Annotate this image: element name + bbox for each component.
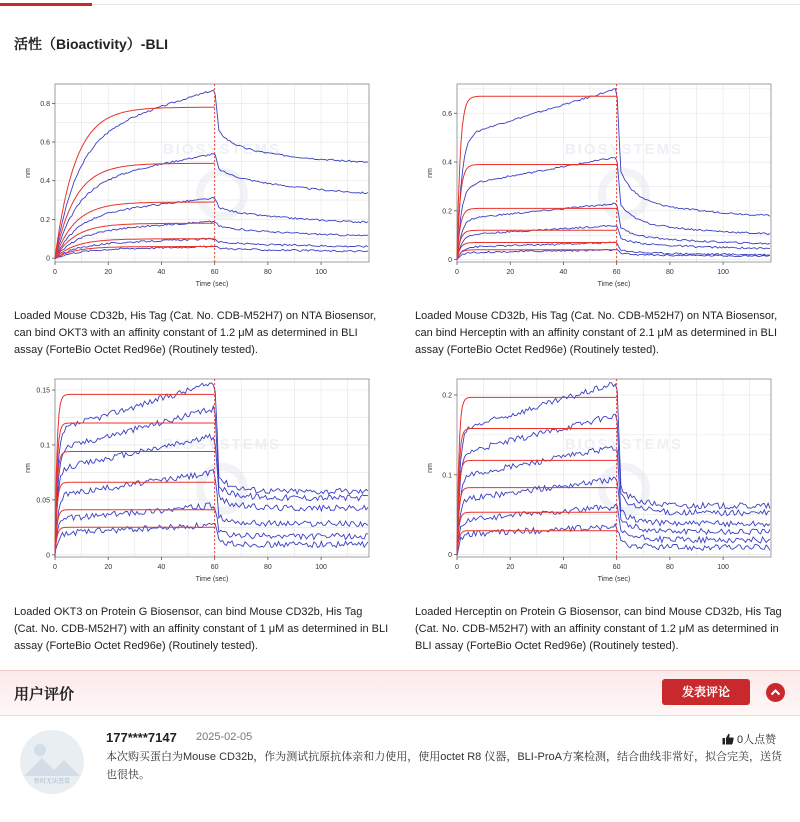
- x-axis-label: Time (sec): [597, 576, 631, 583]
- bli-chart-4-svg: [422, 375, 777, 593]
- bli-chart-4: [422, 375, 777, 593]
- section-title: 活性（Bioactivity）-BLI: [14, 36, 169, 52]
- like-button[interactable]: [722, 731, 776, 748]
- y-axis-label: nm: [25, 463, 32, 473]
- x-tick-label: 80: [263, 564, 272, 571]
- reviews-title: 用户评价: [14, 686, 75, 703]
- bli-chart-1-svg: [20, 80, 375, 298]
- bli-chart-2: [422, 80, 777, 298]
- y-tick-label: 0.2: [442, 392, 452, 400]
- x-tick-label: 20: [104, 269, 113, 276]
- watermark-text: BIOSYSTEMS: [162, 436, 282, 453]
- like-count: 0人点赞: [737, 734, 777, 746]
- watermark-logo: [602, 467, 646, 511]
- y-tick-label: 0.1: [442, 472, 452, 480]
- y-tick-label: 0.2: [40, 216, 50, 224]
- x-tick-label: 0: [455, 269, 459, 276]
- avatar-placeholder-text: 暂时无法查看: [33, 779, 70, 785]
- y-tick-label: 0.6: [40, 139, 50, 147]
- x-tick-label: 0: [53, 564, 57, 571]
- review-date: 2025-02-05: [196, 731, 253, 743]
- y-axis-label: nm: [25, 168, 32, 178]
- x-tick-label: 100: [717, 564, 729, 571]
- y-tick-label: 0.4: [442, 159, 452, 167]
- y-axis-label: nm: [427, 168, 434, 178]
- x-axis-label: Time (sec): [597, 281, 631, 288]
- x-tick-label: 60: [210, 269, 219, 276]
- tab-underline: [0, 4, 800, 5]
- y-tick-label: 0: [448, 552, 452, 560]
- x-tick-label: 60: [210, 564, 219, 571]
- x-tick-label: 100: [315, 269, 327, 276]
- x-tick-label: 60: [612, 564, 621, 571]
- y-axis-label: nm: [427, 463, 434, 473]
- x-tick-label: 100: [717, 269, 729, 276]
- y-tick-label: 0: [46, 255, 50, 263]
- review-text: 本次购买蛋白为Mouse CD32b，作为测试抗原抗体亲和力使用，使用octet R8 仪器，BLI-ProA方案检测，结合曲线非常好，拟合完美，送货也很快。: [106, 751, 782, 781]
- watermark-text: BIOSYSTEMS: [564, 141, 684, 158]
- active-tab-indicator: [0, 3, 92, 6]
- x-tick-label: 40: [157, 564, 166, 571]
- x-axis-label: Time (sec): [195, 576, 229, 583]
- x-tick-label: 40: [559, 564, 568, 571]
- x-tick-label: 80: [263, 269, 272, 276]
- y-tick-label: 0: [46, 552, 50, 560]
- post-review-button[interactable]: 发表评论: [662, 679, 750, 705]
- x-tick-label: 60: [612, 269, 621, 276]
- bli-chart-3-svg: [20, 375, 375, 593]
- x-tick-label: 0: [53, 269, 57, 276]
- x-tick-label: 100: [315, 564, 327, 571]
- bli-chart-2-svg: [422, 80, 777, 298]
- y-tick-label: 0.8: [40, 100, 50, 108]
- bli-chart-1: [20, 80, 375, 298]
- y-tick-label: 0.4: [40, 178, 50, 186]
- x-tick-label: 40: [157, 269, 166, 276]
- y-tick-label: 0: [448, 257, 452, 265]
- x-tick-label: 80: [665, 564, 674, 571]
- x-tick-label: 0: [455, 564, 459, 571]
- y-tick-label: 0.1: [40, 442, 50, 450]
- y-tick-label: 0.6: [442, 110, 452, 118]
- chart-3-caption: Loaded OKT3 on Protein G Biosensor, can bind Mouse CD32b, His Tag (Cat. No. CDB-M52H7) with an affinity constant of 1 μM as determined in BLI assay (ForteBio Octet Red96e) (Routinely tested).: [14, 606, 389, 652]
- chart-2-caption: Loaded Mouse CD32b, His Tag (Cat. No. CDB-M52H7) on NTA Biosensor, can bind Herceptin with an affinity constant of 2.1 μM as determined in BLI assay (ForteBio Octet Red96e) (Routinely tested).: [415, 310, 778, 356]
- x-tick-label: 20: [104, 564, 113, 571]
- chart-4-caption: Loaded Herceptin on Protein G Biosensor, can bind Mouse CD32b, His Tag (Cat. No. CDB-M52H7) with an affinity constant of 1.2 μM as determined in BLI assay (ForteBio Octet Red96e) (Routinely tested).: [415, 606, 782, 652]
- watermark-text: BIOSYSTEMS: [564, 436, 684, 453]
- y-tick-label: 0.2: [442, 208, 452, 216]
- review-username: 177****7147: [106, 730, 177, 745]
- bli-chart-3: [20, 375, 375, 593]
- chevron-up-icon[interactable]: [766, 683, 785, 702]
- x-tick-label: 20: [506, 564, 515, 571]
- x-tick-label: 40: [559, 269, 568, 276]
- y-tick-label: 0.05: [36, 497, 50, 505]
- x-axis-label: Time (sec): [195, 281, 229, 288]
- reviews-header: [0, 670, 800, 716]
- chart-1-caption: Loaded Mouse CD32b, His Tag (Cat. No. CDB-M52H7) on NTA Biosensor, can bind OKT3 with an affinity constant of 1.2 μM as determined in BLI assay (ForteBio Octet Red96e) (Routinely tested).: [14, 310, 377, 356]
- thumbs-up-icon: [722, 733, 734, 748]
- watermark-text: BIOSYSTEMS: [162, 141, 282, 158]
- avatar: [20, 730, 84, 794]
- y-tick-label: 0.15: [36, 387, 50, 395]
- x-tick-label: 20: [506, 269, 515, 276]
- x-tick-label: 80: [665, 269, 674, 276]
- watermark-logo: [200, 172, 244, 216]
